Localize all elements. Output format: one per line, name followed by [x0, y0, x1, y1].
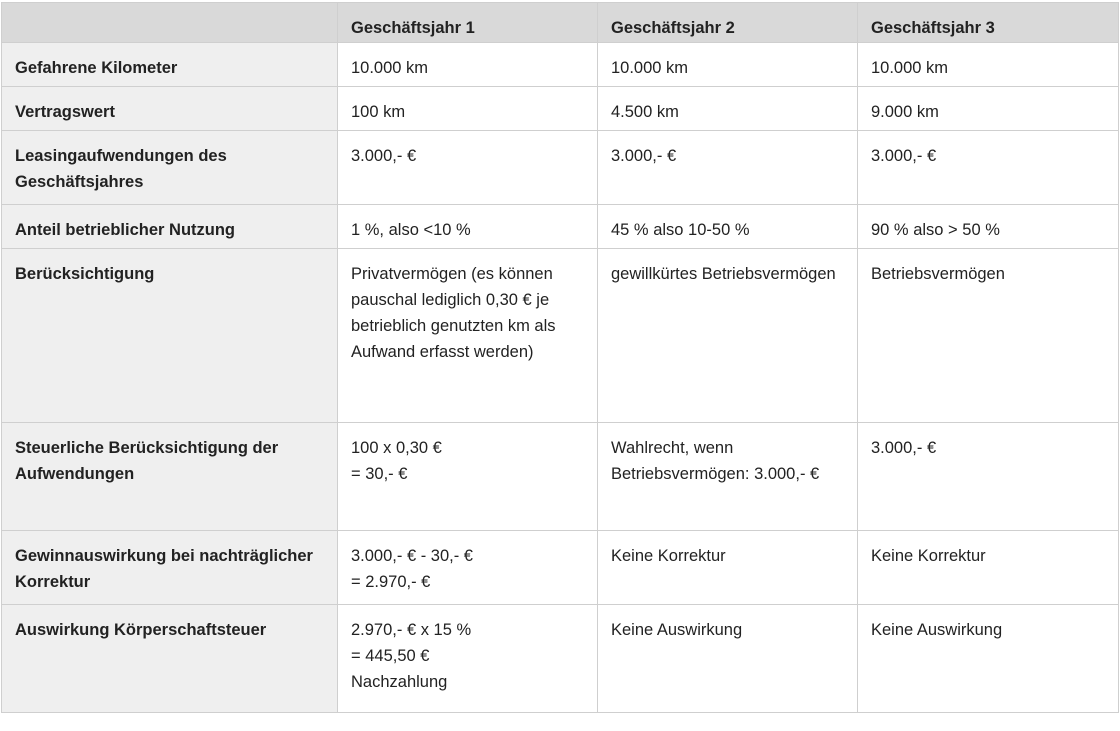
- table-body: [2, 43, 1119, 713]
- cell-year-2: Keine Auswirkung: [598, 605, 858, 713]
- cell-year-1: 100 x 0,30 € = 30,- €: [338, 423, 598, 531]
- header-corner-cell: [2, 3, 338, 43]
- row-label: Gewinnauswirkung bei nachträglicher Korrektur: [2, 531, 338, 605]
- cell-year-1: 3.000,- € - 30,- € = 2.970,- €: [338, 531, 598, 605]
- cell-year-1: 10.000 km: [338, 43, 598, 87]
- cell-year-3: Keine Auswirkung: [858, 605, 1119, 713]
- cell-year-2: Keine Korrektur: [598, 531, 858, 605]
- table-row: [2, 205, 1119, 249]
- row-label: Anteil betrieblicher Nutzung: [2, 205, 338, 249]
- cell-year-3: 3.000,- €: [858, 131, 1119, 205]
- cell-year-3: 90 % also > 50 %: [858, 205, 1119, 249]
- cell-year-1: 100 km: [338, 87, 598, 131]
- row-label: Leasingaufwendungen des Geschäftsjahres: [2, 131, 338, 205]
- table-row: [2, 605, 1119, 713]
- row-label: Vertragswert: [2, 87, 338, 131]
- cell-year-3: Betriebsvermögen: [858, 249, 1119, 423]
- table-header: [2, 3, 1119, 43]
- cell-year-2: 10.000 km: [598, 43, 858, 87]
- table-row: [2, 43, 1119, 87]
- table-row: [2, 423, 1119, 531]
- cell-year-2: 45 % also 10-50 %: [598, 205, 858, 249]
- cell-year-1: 3.000,- €: [338, 131, 598, 205]
- cell-year-2: 3.000,- €: [598, 131, 858, 205]
- cell-year-3: Keine Korrektur: [858, 531, 1119, 605]
- header-year-2: Geschäftsjahr 2: [598, 3, 858, 43]
- cell-year-3: 10.000 km: [858, 43, 1119, 87]
- table-row: [2, 531, 1119, 605]
- row-label: Gefahrene Kilometer: [2, 43, 338, 87]
- header-year-3: Geschäftsjahr 3: [858, 3, 1119, 43]
- cell-year-3: 9.000 km: [858, 87, 1119, 131]
- table-row: [2, 87, 1119, 131]
- table-row: [2, 131, 1119, 205]
- cell-year-2: Wahlrecht, wenn Betriebsvermögen: 3.000,- €: [598, 423, 858, 531]
- header-row: [2, 3, 1119, 43]
- cell-year-1: 2.970,- € x 15 % = 445,50 € Nachzahlung: [338, 605, 598, 713]
- comparison-table: [1, 2, 1119, 713]
- cell-year-3: 3.000,- €: [858, 423, 1119, 531]
- table-row: [2, 249, 1119, 423]
- row-label: Steuerliche Berücksichtigung der Aufwendungen: [2, 423, 338, 531]
- cell-year-1: 1 %, also <10 %: [338, 205, 598, 249]
- cell-year-1: Privatvermögen (es können pauschal lediglich 0,30 € je betrieblich genutzten km als Aufwand erfasst werden): [338, 249, 598, 423]
- cell-year-2: 4.500 km: [598, 87, 858, 131]
- row-label: Auswirkung Körperschaftsteuer: [2, 605, 338, 713]
- cell-year-2: gewillkürtes Betriebsvermögen: [598, 249, 858, 423]
- header-year-1: Geschäftsjahr 1: [338, 3, 598, 43]
- row-label: Berücksichtigung: [2, 249, 338, 423]
